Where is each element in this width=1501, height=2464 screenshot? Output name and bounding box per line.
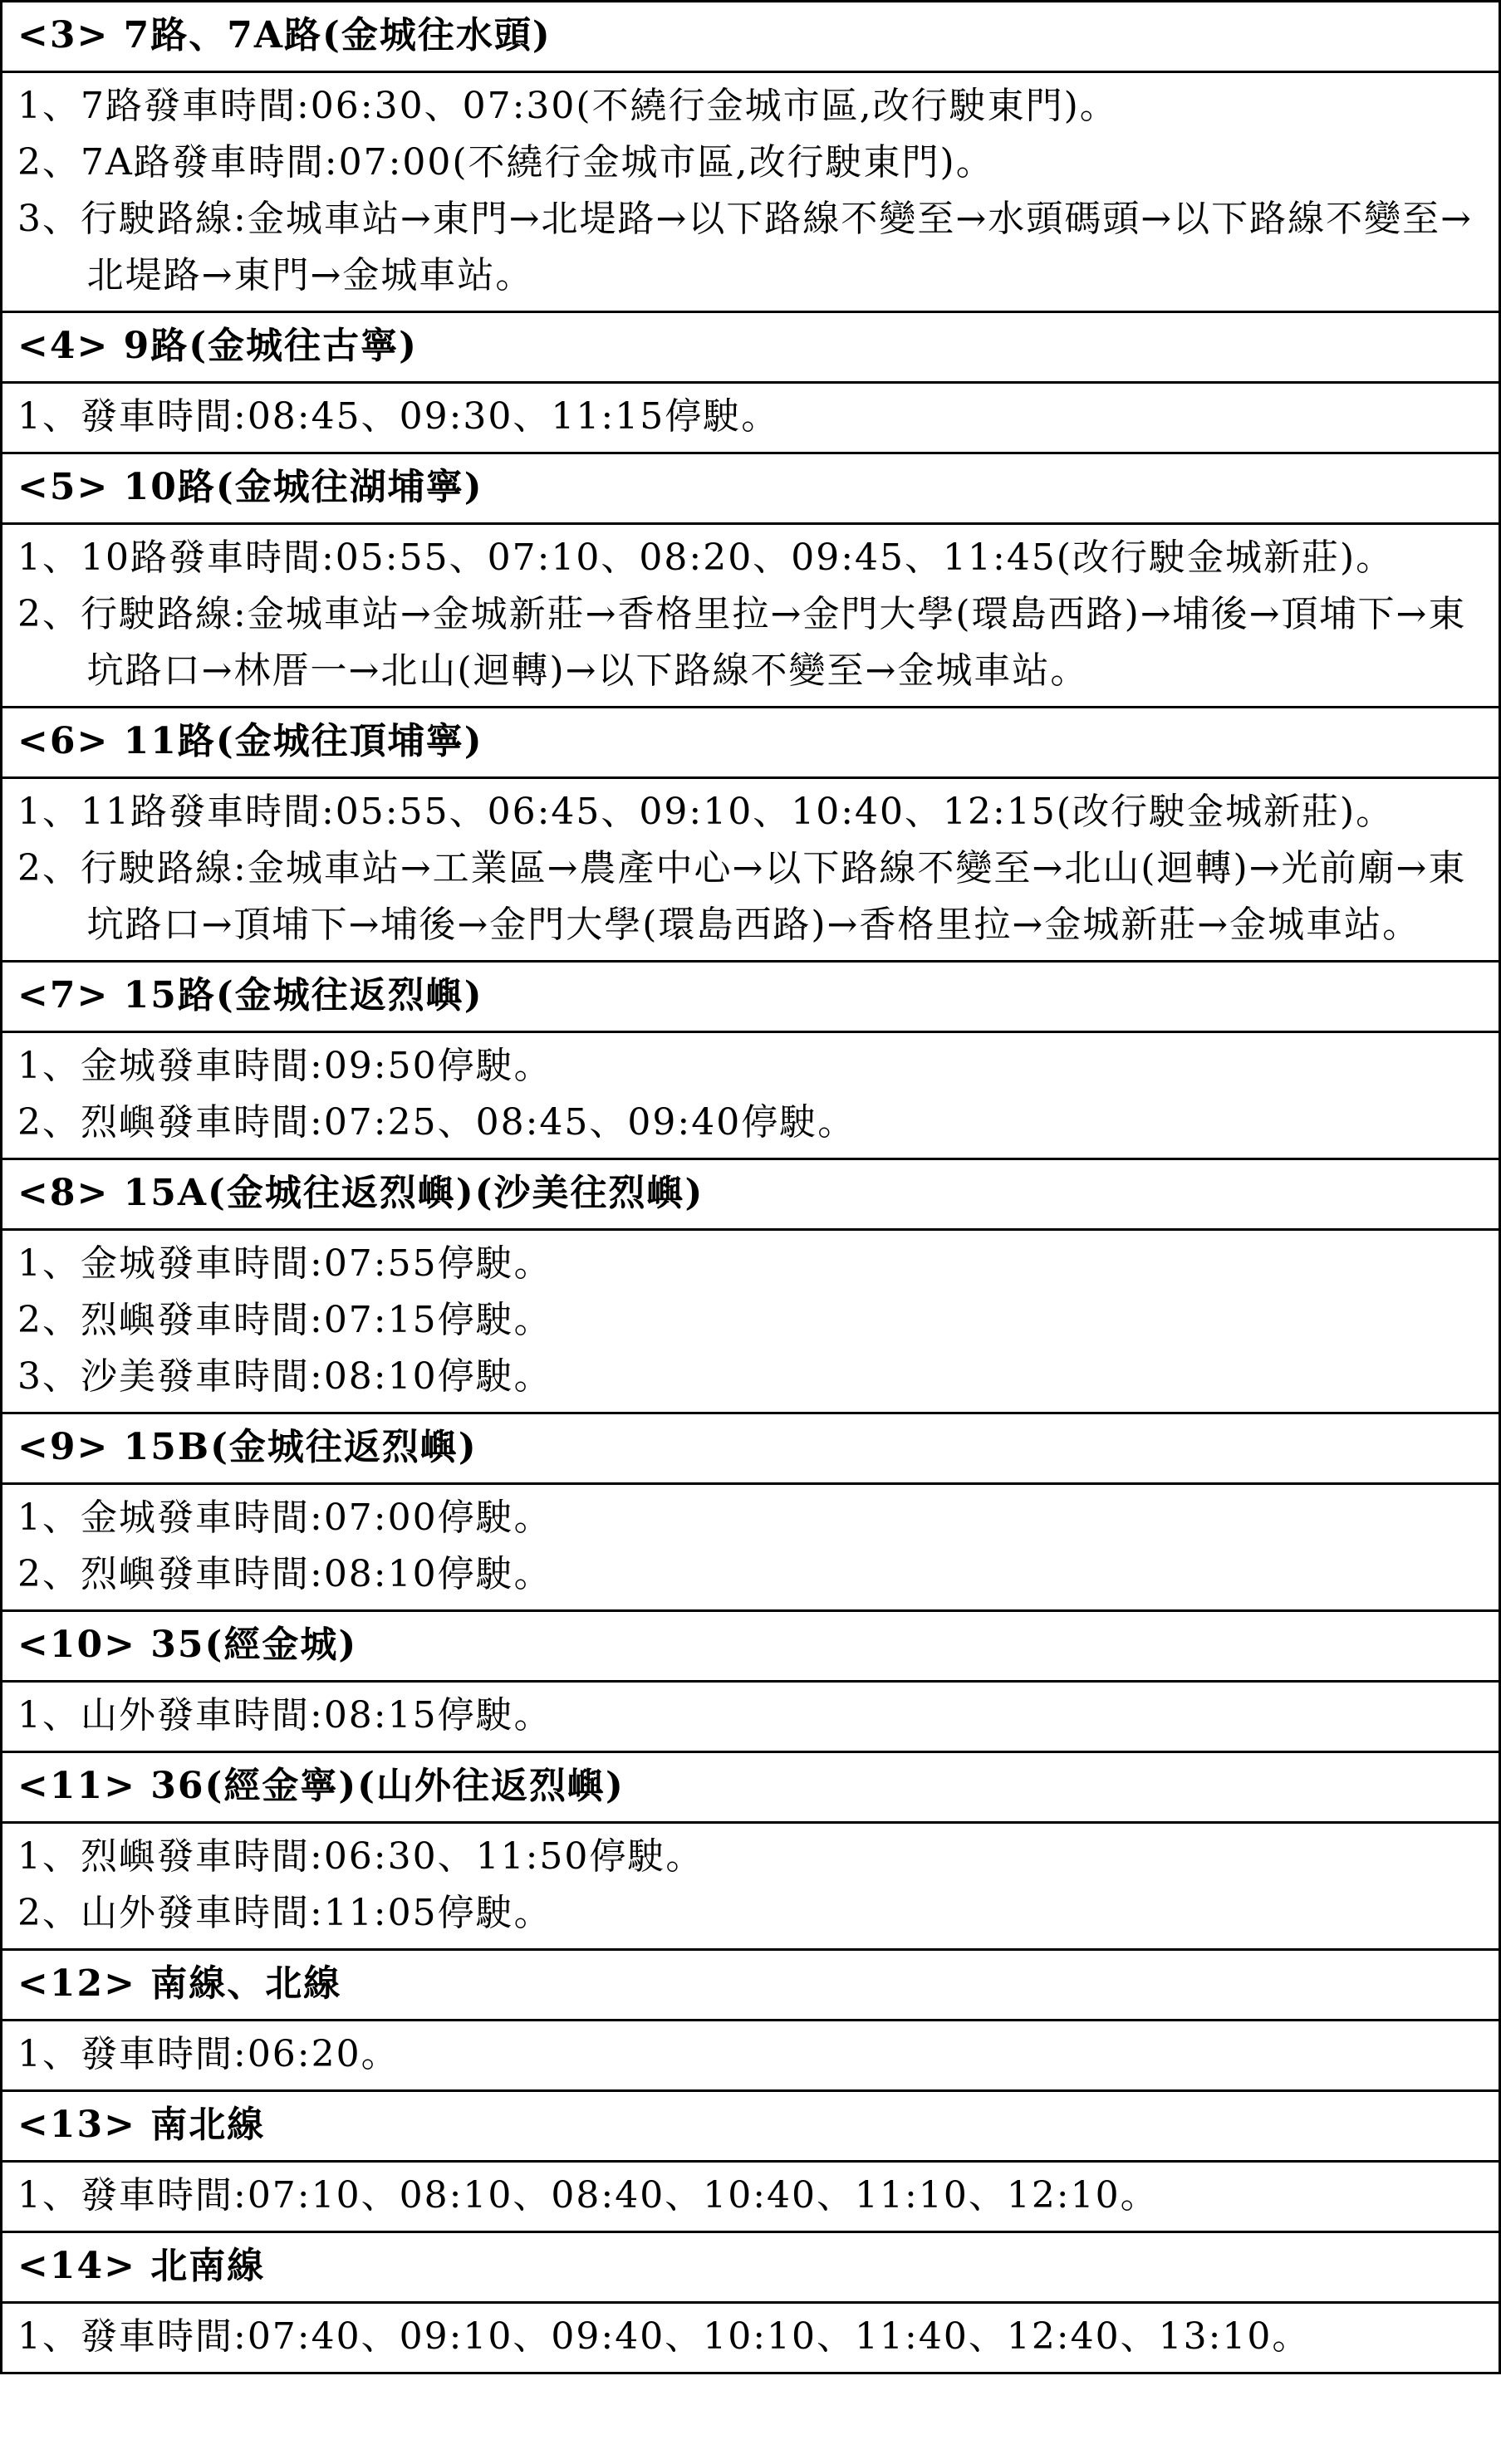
- schedule-line: 1、烈嶼發車時間:06:30、11:50停駛。: [17, 1835, 704, 1878]
- route-detail-row: [2, 524, 1500, 708]
- schedule-line: 1、發車時間:06:20。: [17, 2033, 400, 2075]
- route-detail-cell: [2, 1823, 1500, 1950]
- route-detail-row: [2, 2021, 1500, 2091]
- schedule-line: 1、金城發車時間:07:55停駛。: [17, 1242, 552, 1285]
- schedule-line: 2、烈嶼發車時間:07:15停駛。: [17, 1299, 552, 1341]
- schedule-table-body: [2, 2, 1500, 2373]
- route-header-row: [2, 708, 1500, 778]
- route-header-row: [2, 1159, 1500, 1230]
- schedule-line: 2、山外發車時間:11:05停駛。: [17, 1892, 552, 1934]
- schedule-line: 2、7A路發車時間:07:00(不繞行金城市區,改行駛東門)。: [17, 141, 994, 184]
- route-detail-row: [2, 2303, 1500, 2373]
- route-detail-cell: [2, 72, 1500, 312]
- route-header: <3> 7路、7A路(金城往水頭): [2, 2, 1500, 72]
- route-header: <8> 15A(金城往返烈嶼)(沙美往烈嶼): [2, 1159, 1500, 1230]
- schedule-line: 1、發車時間:07:10、08:10、08:40、10:40、11:10、12:10。: [17, 2174, 1159, 2217]
- route-detail-cell: [2, 2303, 1500, 2373]
- route-detail-cell: [2, 778, 1500, 962]
- route-detail-row: [2, 72, 1500, 312]
- schedule-line: 2、烈嶼發車時間:07:25、08:45、09:40停駛。: [17, 1101, 856, 1144]
- route-header: <5> 10路(金城往湖埔寧): [2, 453, 1500, 524]
- route-header: <11> 36(經金寧)(山外往返烈嶼): [2, 1752, 1500, 1823]
- schedule-line: 3、行駛路線:金城車站→東門→北堤路→以下路線不變至→水頭碼頭→以下路線不變至→北堤路→東門→金城車站。: [17, 198, 1474, 296]
- route-header: <7> 15路(金城往返烈嶼): [2, 962, 1500, 1032]
- route-header-row: [2, 312, 1500, 383]
- schedule-line: 1、發車時間:08:45、09:30、11:15停駛。: [17, 395, 780, 438]
- route-header-row: [2, 1413, 1500, 1484]
- schedule-line: 1、山外發車時間:08:15停駛。: [17, 1694, 552, 1737]
- route-detail-cell: [2, 1682, 1500, 1752]
- route-detail-row: [2, 778, 1500, 962]
- route-detail-row: [2, 383, 1500, 453]
- route-detail-cell: [2, 2021, 1500, 2091]
- route-detail-row: [2, 1484, 1500, 1611]
- schedule-line: 2、行駛路線:金城車站→金城新莊→香格里拉→金門大學(環島西路)→埔後→頂埔下→東坑路口→林厝一→北山(迴轉)→以下路線不變至→金城車站。: [17, 593, 1467, 692]
- route-detail-row: [2, 2162, 1500, 2232]
- route-header-row: [2, 2232, 1500, 2303]
- route-detail-row: [2, 1230, 1500, 1413]
- schedule-line: 1、11路發車時間:05:55、06:45、09:10、10:40、12:15(改行駛金城新莊)。: [17, 791, 1395, 833]
- route-detail-cell: [2, 1484, 1500, 1611]
- route-detail-cell: [2, 383, 1500, 453]
- route-detail-row: [2, 1032, 1500, 1159]
- schedule-line: 1、7路發車時間:06:30、07:30(不繞行金城市區,改行駛東門)。: [17, 85, 1118, 127]
- route-detail-cell: [2, 1230, 1500, 1413]
- route-header: <10> 35(經金城): [2, 1611, 1500, 1682]
- schedule-line: 3、沙美發車時間:08:10停駛。: [17, 1355, 552, 1398]
- schedule-line: 2、烈嶼發車時間:08:10停駛。: [17, 1553, 552, 1595]
- route-header-row: [2, 1611, 1500, 1682]
- route-detail-row: [2, 1682, 1500, 1752]
- route-header: <4> 9路(金城往古寧): [2, 312, 1500, 383]
- route-header-row: [2, 1752, 1500, 1823]
- route-header-row: [2, 962, 1500, 1032]
- schedule-line: 1、發車時間:07:40、09:10、09:40、10:10、11:40、12:40、13:10。: [17, 2315, 1311, 2358]
- route-header: <14> 北南線: [2, 2232, 1500, 2303]
- schedule-line: 1、10路發車時間:05:55、07:10、08:20、09:45、11:45(改行駛金城新莊)。: [17, 536, 1395, 579]
- route-detail-row: [2, 1823, 1500, 1950]
- route-header-row: [2, 2091, 1500, 2162]
- route-header: <13> 南北線: [2, 2091, 1500, 2162]
- route-detail-cell: [2, 524, 1500, 708]
- schedule-line: 1、金城發車時間:07:00停駛。: [17, 1497, 552, 1539]
- route-header-row: [2, 1950, 1500, 2021]
- route-header: <6> 11路(金城往頂埔寧): [2, 708, 1500, 778]
- route-header-row: [2, 2, 1500, 72]
- route-detail-cell: [2, 1032, 1500, 1159]
- route-detail-cell: [2, 2162, 1500, 2232]
- route-header: <9> 15B(金城往返烈嶼): [2, 1413, 1500, 1484]
- route-header-row: [2, 453, 1500, 524]
- schedule-line: 2、行駛路線:金城車站→工業區→農產中心→以下路線不變至→北山(迴轉)→光前廟→東坑路口→頂埔下→埔後→金門大學(環島西路)→香格里拉→金城新莊→金城車站。: [17, 847, 1467, 946]
- route-header: <12> 南線、北線: [2, 1950, 1500, 2021]
- schedule-line: 1、金城發車時間:09:50停駛。: [17, 1045, 552, 1087]
